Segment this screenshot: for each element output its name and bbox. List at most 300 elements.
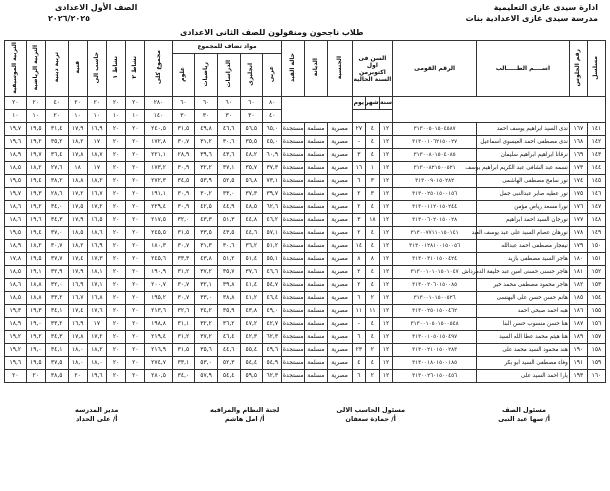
cell-st: مستجدة — [282, 240, 305, 253]
cell-st: مستجدة — [282, 201, 305, 214]
cell-co: ١٧,٣ — [87, 253, 106, 266]
cell-st: مستجدة — [282, 149, 305, 162]
cell-a2: ٢٠ — [126, 266, 145, 279]
cell-y: ١٢ — [379, 201, 393, 214]
table-row — [5, 162, 606, 175]
cell-at: ١٧,٩ — [68, 214, 87, 227]
cell-a1: ٢٠ — [106, 318, 125, 331]
cell-a2: ٢٠ — [126, 279, 145, 292]
col-art-header: فنية — [68, 41, 87, 97]
cell-a2: ٢٠ — [126, 175, 145, 188]
cell-id: ٣١٣٠٠٢٥٠١٥٠٠١٥٦ — [393, 188, 477, 201]
cell-ma: ٣٣,٥ — [195, 227, 218, 240]
cell-name: هنا هيثم محمد عطا الله السيد — [477, 331, 570, 344]
cell-sp: ١٩,٥ — [26, 123, 45, 136]
cell-a1: ٢٠ — [106, 162, 125, 175]
col-age-header: السن فى اول اكتوبرمن السنة الحالية — [352, 41, 393, 97]
cell-serial: ١٥٧ — [587, 331, 605, 344]
cell-a2: ٢٠ — [126, 240, 145, 253]
cell-name: نور سامح مصطفى الهاشمى — [477, 175, 570, 188]
cell-name: يارا احمد السيد على — [477, 370, 570, 383]
cell-seat: ١٨٩ — [569, 331, 587, 344]
cell-tot: ٢٧٢,٣ — [145, 175, 172, 188]
cell-at: ١٧,٤ — [68, 253, 87, 266]
cell-d: ٣ — [352, 149, 366, 162]
col-id-header: الرقم القومى — [393, 41, 477, 97]
cell-mu: ١٧,٨ — [5, 253, 27, 266]
cell-co: ١٧,١ — [87, 279, 106, 292]
cell-mu: ١٨,٥ — [5, 266, 27, 279]
cell-a1: ٢٠ — [106, 240, 125, 253]
cell-mu: ١٨,٦ — [5, 201, 27, 214]
cell-sp: ١٩,٤ — [26, 175, 45, 188]
cell-nat: مصرية — [327, 175, 352, 188]
cell-a2: ٢٠ — [126, 227, 145, 240]
cell-sc: ٣٠,٧ — [172, 279, 195, 292]
col-activity1-header: نشاط ١ — [106, 41, 125, 97]
cell-y: ١٢ — [379, 279, 393, 292]
cell-re: ٣٠,٧ — [45, 240, 68, 253]
cell-sc: ٣٣,١ — [172, 357, 195, 370]
cell-sc: ٣٠,٩ — [172, 201, 195, 214]
cell-ar: ٤٩,٦ — [263, 344, 282, 357]
max-marks-row: سنة شهر يوم ٨٠ ٦٠ ٦٠ ٦٠ ٦٠ ٢٨٠ ٢٠ ٢٠ ٢٠ ٢٠ ٤٠ ٢٠ ٢٠ — [5, 97, 606, 110]
cell-mu: ١٩,٧ — [5, 188, 27, 201]
cell-rel: مسلمة — [305, 357, 328, 370]
cell-rel: مسلمة — [305, 292, 328, 305]
cell-rel: مسلمة — [305, 227, 328, 240]
cell-re: ٣٤,٠ — [45, 201, 68, 214]
cell-id: ٣١٣٠٠٩٠١٥٠٢٨٢ — [393, 175, 477, 188]
cell-tot: ١٩١,١ — [145, 188, 172, 201]
cell-re: ٣٧,٥ — [45, 357, 68, 370]
cell-st: مستجدة — [282, 305, 305, 318]
cell-mu: ١٩,٧ — [5, 123, 27, 136]
cell-rel: مسلمة — [305, 162, 328, 175]
col-arabic-header: عربى — [263, 54, 282, 97]
cell-ma: ٣٤,٢ — [195, 305, 218, 318]
cell-so: ٣٥,٩ — [217, 305, 240, 318]
cell-en: ٤٨,٢ — [240, 149, 263, 162]
signature-director: مدير المدرسه أ/ على الحداد — [75, 406, 119, 423]
cell-y: ١٢ — [379, 253, 393, 266]
cell-seat: ١٩٣ — [569, 370, 587, 383]
cell-sp: ١٨,٨ — [26, 292, 45, 305]
cell-d: ٢ — [352, 266, 366, 279]
col-math-header: رياضيات — [195, 54, 218, 97]
cell-m: ١٨ — [366, 214, 380, 227]
cell-en: ٥٥,٤ — [240, 344, 263, 357]
cell-id: ٣١٣٠٠٦٠٢٠١٥٠٠٢٨ — [393, 214, 477, 227]
cell-en: ٣٦,٢ — [240, 240, 263, 253]
cell-co: ١٨,٢ — [87, 344, 106, 357]
cell-en: ٤١,٢ — [240, 292, 263, 305]
cell-sp: ١٩,٣ — [26, 188, 45, 201]
cell-rel: مسلمة — [305, 253, 328, 266]
cell-so: ٥١,٢ — [217, 253, 240, 266]
cell-nat: مصرية — [327, 240, 352, 253]
cell-seat: ١٧٤ — [569, 175, 587, 188]
cell-a1: ٢٠ — [106, 305, 125, 318]
cell-rel: مسلمة — [305, 370, 328, 383]
cell-sp: ١٩,٢ — [26, 201, 45, 214]
cell-tot: ٢٤٥,٥ — [145, 227, 172, 240]
cell-at: ١٧,٨ — [68, 149, 87, 162]
cell-rel: مسلمة — [305, 266, 328, 279]
cell-name: نور عطيه صابر عبدالنبى جمل — [477, 188, 570, 201]
cell-serial: ١٤١ — [587, 123, 605, 136]
cell-m: ٤ — [366, 240, 380, 253]
cell-m: ٤ — [366, 331, 380, 344]
col-sports-header: التربية الرياضية — [26, 41, 45, 97]
cell-nat: مصرية — [327, 136, 352, 149]
cell-a2: ٢٠ — [126, 292, 145, 305]
cell-id: ٣١٣٠٠٢١٠١٥٠٠٢٨٣ — [393, 344, 477, 357]
cell-a1: ٢٠ — [106, 214, 125, 227]
cell-tot: ١٧٢,٨ — [145, 136, 172, 149]
cell-en: ٤٢,٣ — [240, 331, 263, 344]
cell-m: ٤ — [366, 123, 380, 136]
cell-co: ١٦,٥ — [87, 214, 106, 227]
signatures — [0, 406, 610, 446]
cell-at: ١٨,٠ — [68, 357, 87, 370]
cell-y: ١٢ — [379, 175, 393, 188]
cell-d: ٦ — [352, 370, 366, 383]
cell-m: ٢ — [366, 344, 380, 357]
cell-re: ٣٣,٢ — [45, 318, 68, 331]
cell-y: ١٢ — [379, 266, 393, 279]
cell-en: ٥٦,٨ — [240, 175, 263, 188]
cell-so: ٤٣,٦ — [217, 149, 240, 162]
cell-nat: مصرية — [327, 266, 352, 279]
cell-sp: ١٨,٢ — [26, 162, 45, 175]
cell-seat: ١٦٩ — [569, 149, 587, 162]
cell-id: ٣١٣٠٠٨٢١٥٠٠٥٢١ — [393, 162, 477, 175]
cell-mu: ١٨,٩ — [5, 149, 27, 162]
cell-co: ١٦,٨ — [87, 292, 106, 305]
cell-a2: ٢٠ — [126, 318, 145, 331]
cell-mu: ٢٠ — [5, 370, 27, 383]
cell-d: ٢ — [352, 227, 366, 240]
cell-id: ٣١٣٠٠٥٠١٥٠٤٥٨٧ — [393, 123, 477, 136]
cell-name: نيفجار مصطفى احمد عبدالله — [477, 240, 570, 253]
cell-nat: مصرية — [327, 370, 352, 383]
signature-computer: مسئول الحاسب الالى أ/ حمادة سعفان — [336, 406, 405, 423]
cell-nat: مصرية — [327, 149, 352, 162]
cell-ma: ٣٢,١ — [195, 279, 218, 292]
cell-seat: ١٨٥ — [569, 292, 587, 305]
cell-sc: ٣١,١ — [172, 318, 195, 331]
cell-ar: ٤٢,٧ — [263, 318, 282, 331]
cell-mu: ١٨,٩ — [5, 318, 27, 331]
cell-a1: ٢٠ — [106, 266, 125, 279]
cell-sc: ٣٣,٣ — [172, 253, 195, 266]
cell-en: ٤٤,٦ — [240, 227, 263, 240]
cell-sp: ١٨,٢ — [26, 240, 45, 253]
cell-name: نورهان عصام السيد على عبد يوسف العبد — [477, 227, 570, 240]
cell-sp: ١٩,٤ — [26, 227, 45, 240]
cell-y: ١٢ — [379, 357, 393, 370]
cell-re: ٣٨,٥ — [45, 370, 68, 383]
cell-m: ١١ — [366, 305, 380, 318]
cell-mu: ١٨,٦ — [5, 214, 27, 227]
signature-discipline: لجنة النظام والمراقبه أ/ امل هاشم — [210, 406, 280, 423]
page-title: طلاب ناجحون ومنقولون للصف الثانى الاعدادى — [180, 28, 364, 37]
cell-ma: ٣٥,٦ — [195, 344, 218, 357]
cell-re: ٣١,٤ — [45, 123, 68, 136]
cell-m: ٢ — [366, 370, 380, 383]
cell-m: ٤ — [366, 279, 380, 292]
cell-co: ١٧,٦ — [87, 305, 106, 318]
cell-st: مستجدة — [282, 162, 305, 175]
cell-d: - — [352, 136, 366, 149]
cell-ma: ٣٩,٦ — [195, 149, 218, 162]
cell-tot: ٢٤٠,٥ — [145, 123, 172, 136]
cell-name: هند محمود السيد محمد على — [477, 344, 570, 357]
cell-re: ٣٤,١ — [45, 305, 68, 318]
cell-rel: مسلمة — [305, 318, 328, 331]
cell-id: ٣١٣٠٠١٨٠١٥٠٠١٨٥ — [393, 357, 477, 370]
cell-nat: مصرية — [327, 214, 352, 227]
cell-a2: ٢٠ — [126, 188, 145, 201]
cell-seat: ١٨١ — [569, 266, 587, 279]
cell-tot: ٢١٩,٤ — [145, 331, 172, 344]
cell-nat: مصرية — [327, 162, 352, 175]
cell-d: ٣ — [352, 214, 366, 227]
cell-ma: ٥٣,٠ — [195, 357, 218, 370]
cell-so: ٥١,٣ — [217, 214, 240, 227]
cell-a1: ٢٠ — [106, 188, 125, 201]
cell-en: ٤٣,٨ — [240, 305, 263, 318]
cell-tot: ١٨٠,٣ — [145, 240, 172, 253]
cell-a1: ٢٠ — [106, 149, 125, 162]
cell-a2: ٢٠ — [126, 357, 145, 370]
cell-sc: ٣١,٢ — [172, 331, 195, 344]
cell-so: ٥٢,٣ — [217, 357, 240, 370]
cell-sc: ٣٠,٧ — [172, 240, 195, 253]
cell-co: ١٩,٦ — [87, 370, 106, 383]
cell-ar: ٥٤,٩ — [263, 357, 282, 370]
cell-en: ٤٤,٨ — [240, 214, 263, 227]
cell-nat: مصرية — [327, 344, 352, 357]
cell-sp: ١٩,٠ — [26, 318, 45, 331]
cell-mu: ١٩,٦ — [5, 357, 27, 370]
table-row — [5, 227, 606, 240]
cell-y: ١٢ — [379, 123, 393, 136]
cell-m: ٤ — [366, 149, 380, 162]
cell-a2: ٢٠ — [126, 305, 145, 318]
cell-y: ١٢ — [379, 370, 393, 383]
cell-mu: ١٨,٩ — [5, 240, 27, 253]
cell-id: ٣١٣٠٠١٠٦٢١٥٠٠٢٧ — [393, 136, 477, 149]
cell-id: ٣١٣٠٠٢٦٠١٥٠٠٤٥٦ — [393, 370, 477, 383]
col-serial-header: مسلسل — [587, 41, 605, 97]
cell-co: ١٦,٩ — [87, 240, 106, 253]
cell-a2: ٢٠ — [126, 123, 145, 136]
cell-nat: مصرية — [327, 357, 352, 370]
cell-y: ١٢ — [379, 318, 393, 331]
cell-nat: مصرية — [327, 227, 352, 240]
cell-nat: مصرية — [327, 305, 352, 318]
cell-so: ٣٦,٢ — [217, 318, 240, 331]
cell-st: مستجدة — [282, 214, 305, 227]
cell-a2: ٢٠ — [126, 162, 145, 175]
cell-m: ٣ — [366, 188, 380, 201]
cell-ar: ٤٦,٤ — [263, 292, 282, 305]
table-row — [5, 240, 606, 253]
cell-d: ٤ — [352, 357, 366, 370]
cell-sp: ١٩,٣ — [26, 305, 45, 318]
cell-sp: ١٩,١ — [26, 266, 45, 279]
cell-rel: مسلمة — [305, 149, 328, 162]
cell-sp: ١٩,٧ — [26, 149, 45, 162]
table-row — [5, 149, 606, 162]
cell-sp: ١٩,٥ — [26, 357, 45, 370]
cell-m: ٤ — [366, 201, 380, 214]
cell-mu: ١٩,٢ — [5, 344, 27, 357]
col-status-header: حالة القيد — [282, 41, 305, 97]
cell-d: ٦ — [352, 331, 366, 344]
cell-seat: ١٧٣ — [569, 162, 587, 175]
col-english-header: انجليزى — [240, 54, 263, 97]
cell-en: ٣٥,٥ — [240, 136, 263, 149]
cell-a2: ٢٠ — [126, 344, 145, 357]
cell-ma: ٣٧,٢ — [195, 331, 218, 344]
cell-id: ٣١٣٠٠٢٠٦٠١٥٠٠٨٥ — [393, 279, 477, 292]
cell-a1: ٢٠ — [106, 253, 125, 266]
cell-en: ٥٤,٤ — [240, 357, 263, 370]
cell-rel: مسلمة — [305, 123, 328, 136]
cell-at: ١٨,٢ — [68, 240, 87, 253]
table-row — [5, 136, 606, 149]
cell-id: ٣١٣٠٠١٠١٥٠٠٥٢٦ — [393, 292, 477, 305]
cell-tot: ٢١٧,٥ — [145, 214, 172, 227]
cell-y: ١٢ — [379, 331, 393, 344]
cell-name: وفاء مصطفى السيد ابو بكر — [477, 357, 570, 370]
cell-a1: ٢٠ — [106, 227, 125, 240]
cell-id: ٣١٣٠٠٢٥٠١٥٠٠٤٦٢ — [393, 305, 477, 318]
cell-tot: ٢١٣,٦ — [145, 305, 172, 318]
col-music-header: التربية الموسيقية — [5, 41, 27, 97]
cell-st: مستجدة — [282, 227, 305, 240]
cell-m: ٣ — [366, 175, 380, 188]
table-row — [5, 253, 606, 266]
cell-ma: ٥٧,٩ — [195, 370, 218, 383]
cell-rel: مسلمة — [305, 279, 328, 292]
cell-st: مستجدة — [282, 370, 305, 383]
cell-seat: ١٦٧ — [569, 123, 587, 136]
cell-st: مستجدة — [282, 123, 305, 136]
cell-sc: ٢٨,٩ — [172, 149, 195, 162]
cell-at: ١٨,٥ — [68, 227, 87, 240]
signature-class: مسئول الصف أ/ سها عبد النبى — [498, 406, 550, 423]
table-row — [5, 318, 606, 331]
cell-id: ٣١٣٠٠١٠١٠١٥٠١٠٤٧ — [393, 266, 477, 279]
cell-co: ١٧ — [87, 318, 106, 331]
cell-en: ٣٥,٧ — [240, 162, 263, 175]
cell-nat: مصرية — [327, 188, 352, 201]
cell-tot: ١٩٨,٨ — [145, 318, 172, 331]
min-marks-row: ٤٠ ٣٠ ٣٠ ٣٠ ٣٠ ١٤٠ ١٠ ١٠ ١٠ ١٠ ٢٠ ١٠ ١٠ — [5, 110, 606, 123]
table-row — [5, 357, 606, 370]
cell-a1: ٢٠ — [106, 201, 125, 214]
cell-d: ٦ — [352, 175, 366, 188]
cell-ar: ٤٩,٠ — [263, 305, 282, 318]
cell-sc: ٣٢,٠ — [172, 214, 195, 227]
cell-so: ٣٠,٦ — [217, 240, 240, 253]
cell-en: ٤١,٤ — [240, 279, 263, 292]
cell-so: ٤٦,٤ — [217, 331, 240, 344]
table-row — [5, 123, 606, 136]
cell-en: ٥٦,٥ — [240, 123, 263, 136]
cell-st: مستجدة — [282, 188, 305, 201]
cell-at: ١٧,٩ — [68, 266, 87, 279]
cell-sp: ١٩,٢ — [26, 331, 45, 344]
cell-sc: ٣١,٥ — [172, 123, 195, 136]
col-social-header: الدراسات — [217, 54, 240, 97]
cell-id: ٣١٣٠٠١٢٨١٠٠١٥٠٠٥٦ — [393, 240, 477, 253]
cell-name: هنا حسن منسوب حسن البنا — [477, 318, 570, 331]
header-school: مدرسة سيدى غازى الاعدادية بنات — [465, 14, 598, 23]
cell-at: ١٧,٨ — [68, 331, 87, 344]
cell-en: ٥١,٤ — [240, 253, 263, 266]
cell-at: ١٨,٨ — [68, 175, 87, 188]
col-total-header: مجموع كلى — [145, 41, 172, 97]
student-rows — [5, 123, 606, 383]
cell-serial: ١٤٧ — [587, 201, 605, 214]
cell-a1: ٢٠ — [106, 279, 125, 292]
cell-ar: ٥٧,١ — [263, 227, 282, 240]
cell-name: نورا مسعد رياض مؤمن — [477, 201, 570, 214]
cell-rel: مسلمة — [305, 344, 328, 357]
cell-m: ١ — [366, 162, 380, 175]
cell-at: ٢٠ — [68, 370, 87, 383]
cell-serial: ١٥٨ — [587, 344, 605, 357]
cell-re: ٣٢,٩ — [45, 266, 68, 279]
results-table — [4, 40, 606, 383]
cell-rel: مسلمة — [305, 331, 328, 344]
cell-serial: ١٤٦ — [587, 188, 605, 201]
cell-a2: ٢٠ — [126, 149, 145, 162]
col-nationality-header: الجنسية — [327, 41, 352, 97]
cell-serial: ١٦٠ — [587, 370, 605, 383]
cell-ar: ٥٤,٧ — [263, 279, 282, 292]
cell-st: مستجدة — [282, 357, 305, 370]
cell-d: ٢٣ — [352, 344, 366, 357]
cell-so: ٤٤,٩ — [217, 201, 240, 214]
table-row — [5, 201, 606, 214]
cell-so: ٣٠,٦ — [217, 136, 240, 149]
cell-sp: ١٩,٠ — [26, 344, 45, 357]
cell-seat: ١٧٨ — [569, 227, 587, 240]
cell-en: ٣٧,٦ — [240, 266, 263, 279]
cell-d: ٢ — [352, 201, 366, 214]
cell-sc: ٣١,٢ — [172, 266, 195, 279]
cell-tot: ٢٢٩,٤ — [145, 201, 172, 214]
cell-mu: ١٩,٦ — [5, 136, 27, 149]
cell-sp: ٢٠ — [26, 370, 45, 383]
cell-a1: ٢٠ — [106, 344, 125, 357]
cell-y: ١٢ — [379, 240, 393, 253]
cell-a2: ٢٠ — [126, 331, 145, 344]
cell-sc: ٣٠,٧ — [172, 292, 195, 305]
col-seat-header: رقم الجلوس — [569, 41, 587, 97]
cell-rel: مسلمة — [305, 305, 328, 318]
col-activity2-header: نشاط ٢ — [126, 41, 145, 97]
table-row — [5, 266, 606, 279]
cell-nat: مصرية — [327, 279, 352, 292]
cell-seat: ١٨٢ — [569, 279, 587, 292]
